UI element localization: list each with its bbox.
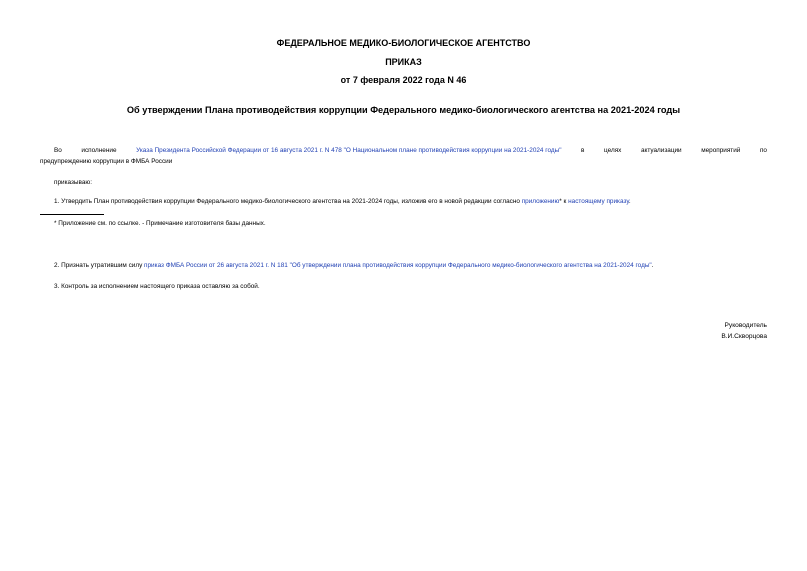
doc-type: ПРИКАЗ	[385, 57, 422, 67]
item-2-text: 2. Признать утратившим силу	[54, 262, 145, 269]
footnote: * Приложение см. по ссылке. - Примечание изготовителя базы данных.	[54, 220, 266, 227]
intro-word: исполнение	[81, 147, 117, 154]
appendix-link[interactable]: приложению	[521, 198, 560, 205]
intro-word: актуализации	[640, 147, 682, 154]
order-word: приказываю:	[54, 179, 92, 186]
intro-line-2: предупреждению коррупции в ФМБА России	[40, 158, 173, 165]
item-1	[54, 196, 631, 207]
signatory-position: Руководитель	[724, 322, 767, 329]
intro-word: целях	[604, 147, 622, 154]
decree-link[interactable]: Указа Президента Российской Федерации от 16 августа 2021 г. N 478 "О Национальном плане противодействия коррупции на 2021-2024 годы"	[136, 147, 562, 154]
intro-word: мероприятий	[701, 147, 741, 154]
intro-word: по	[759, 147, 767, 154]
repealed-order-link[interactable]: приказ ФМБА России от 26 августа 2021 г. N 181 "Об утверждении плана противодействия коррупции Федерального медико-биологического агентства на 2021-2024 годы"	[144, 262, 652, 269]
intro-paragraph	[40, 145, 767, 167]
intro-word: Во	[54, 147, 62, 154]
this-order-link[interactable]: настоящему приказу	[568, 198, 629, 205]
item-1-mid: * к	[559, 198, 569, 205]
intro-word: в	[581, 147, 585, 154]
intro-line-1	[54, 145, 767, 156]
item-3: 3. Контроль за исполнением настоящего приказа оставляю за собой.	[54, 283, 260, 290]
footnote-divider	[40, 214, 104, 215]
signatory-name: В.И.Скворцова	[721, 333, 767, 340]
doc-title: Об утверждении Плана противодействия коррупции Федерального медико-биологического агентства на 2021-2024 годы	[126, 105, 681, 115]
agency-name: ФЕДЕРАЛЬНОЕ МЕДИКО-БИОЛОГИЧЕСКОЕ АГЕНТСТВО	[276, 38, 531, 48]
item-1-text: 1. Утвердить План противодействия коррупции Федерального медико-биологического агентства на 2021-2024 годы, изложив его в новой редакции согласно	[54, 198, 522, 205]
doc-date-number: от 7 февраля 2022 года N 46	[340, 75, 467, 85]
item-2-end: .	[651, 262, 654, 269]
item-1-end: .	[628, 198, 631, 205]
item-2	[54, 260, 653, 271]
